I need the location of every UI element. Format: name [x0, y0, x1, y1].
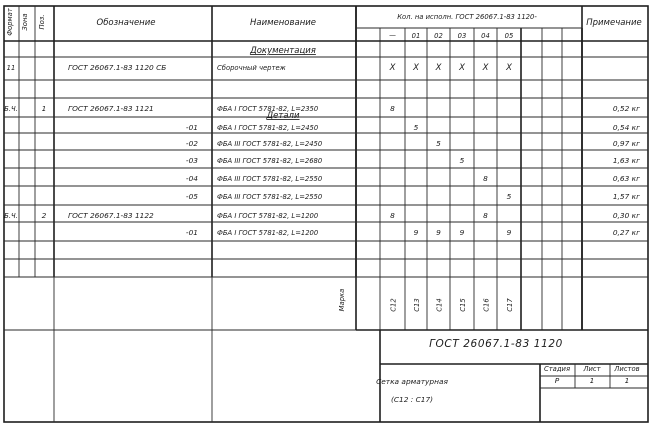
variant-header: —	[389, 32, 396, 40]
cell-note: 0,52 кг	[612, 104, 640, 113]
variant-header: 03	[457, 32, 467, 40]
cell-note: 0,27 кг	[612, 228, 640, 237]
marka-value: С15	[459, 298, 467, 312]
cell-qty: X	[506, 63, 512, 73]
header-format: Формат	[6, 8, 14, 36]
table-header	[6, 7, 642, 36]
cell-designation: ГОСТ 26067.1-83 1120 СБ	[68, 63, 167, 72]
table-row	[186, 123, 640, 132]
sheet-value: 1	[589, 376, 595, 385]
cell-note: 1,63 кг	[612, 156, 640, 165]
cell-qty: 9	[459, 228, 465, 237]
header-qty-title: Кол. на исполн. ГОСТ 26067.1-83 1120-	[397, 13, 537, 21]
cell-qty: 5	[413, 123, 419, 132]
cell-pos: 1	[41, 104, 47, 113]
header-name: Наименование	[249, 18, 317, 28]
header-pos: Поз.	[38, 14, 46, 30]
cell-qty: 8	[390, 211, 395, 220]
cell-designation: ГОСТ 26067.1-83 1121	[68, 104, 154, 113]
variant-header: 04	[481, 32, 490, 40]
marka-value: С14	[435, 298, 444, 312]
cell-designation: -02	[185, 139, 198, 148]
cell-qty: 5	[506, 192, 512, 201]
cell-name: ФБА III ГОСТ 5781-82, L=2450	[217, 140, 323, 148]
cell-qty: 8	[483, 174, 488, 183]
cell-qty: X	[413, 63, 419, 73]
cell-qty: 9	[506, 228, 512, 237]
section-documentation: Документация	[250, 46, 316, 56]
cell-name: ФБА III ГОСТ 5781-82, L=2550	[217, 193, 323, 201]
variant-header: 01	[411, 32, 421, 40]
variant-headers	[389, 32, 513, 40]
cell-designation: -04	[185, 174, 198, 183]
cell-qty: 8	[483, 211, 488, 220]
sheets-label: Листов	[614, 365, 640, 373]
cell-designation: -01	[185, 123, 198, 132]
marka-value: С16	[482, 298, 491, 312]
cell-format: Б.Ч.	[4, 212, 18, 220]
table-row	[7, 63, 512, 73]
cell-format: 11	[6, 64, 16, 72]
cell-qty: 5	[436, 139, 441, 148]
stage-value: Р	[554, 376, 560, 385]
table-row	[186, 228, 640, 237]
cell-qty: X	[389, 63, 396, 73]
cell-format: Б.Ч.	[4, 105, 18, 113]
cell-qty: X	[482, 63, 489, 73]
cell-pos: 2	[41, 211, 47, 220]
cell-qty: 9	[413, 228, 419, 237]
marka-values	[390, 298, 515, 312]
sheets-value: 1	[624, 376, 630, 385]
cell-name: ФБА I ГОСТ 5781-82, L=2450	[217, 124, 319, 132]
table-row	[4, 104, 640, 113]
marka-value: С13	[413, 298, 421, 312]
cell-name: ФБА I ГОСТ 5781-82, L=2350	[217, 105, 319, 113]
table-row	[186, 174, 640, 183]
cell-name: ФБА I ГОСТ 5781-82, L=1200	[217, 212, 319, 220]
cell-qty: 8	[390, 104, 395, 113]
cell-qty: 9	[436, 228, 441, 237]
title-block	[376, 338, 640, 404]
cell-note: 1,57 кг	[612, 192, 640, 201]
document-title-line1: Сетка арматурная	[376, 377, 448, 386]
variant-header: 05	[504, 32, 514, 40]
document-title-line2: (С12 : С17)	[390, 395, 434, 404]
cell-name: ФБА III ГОСТ 5781-82, L=2680	[217, 157, 323, 165]
document-code: ГОСТ 26067.1-83 1120	[429, 338, 563, 350]
marka-label: Марка	[338, 288, 346, 312]
section-parts: Детали	[266, 111, 300, 121]
cell-designation: -01	[185, 228, 198, 237]
cell-note: 0,54 кг	[612, 123, 640, 132]
cell-name: ФБА I ГОСТ 5781-82, L=1200	[217, 229, 319, 237]
header-note: Примечание	[586, 18, 642, 28]
cell-designation: ГОСТ 26067.1-83 1122	[68, 211, 154, 220]
sheet-label: Лист	[583, 365, 601, 373]
marka-value: С12	[389, 298, 398, 312]
marka-value: С17	[506, 298, 514, 312]
header-zone: Зона	[21, 13, 29, 31]
cell-note: 0,63 кг	[612, 174, 640, 183]
cell-qty: 5	[459, 156, 465, 165]
cell-name: ФБА III ГОСТ 5781-82, L=2550	[217, 175, 323, 183]
header-designation: Обозначение	[96, 18, 156, 28]
cell-name: Сборочный чертеж	[217, 64, 286, 72]
cell-note: 0,97 кг	[612, 139, 640, 148]
cell-designation: -03	[185, 156, 198, 165]
cell-note: 0,30 кг	[612, 211, 640, 220]
table-row	[186, 156, 640, 165]
table-row	[186, 192, 640, 201]
table-row	[186, 139, 640, 148]
table-row	[4, 211, 640, 220]
cell-qty: X	[435, 63, 442, 73]
stage-label: Стадия	[543, 365, 571, 373]
cell-qty: X	[459, 63, 465, 73]
cell-designation: -05	[185, 192, 198, 201]
variant-header: 02	[434, 32, 443, 40]
